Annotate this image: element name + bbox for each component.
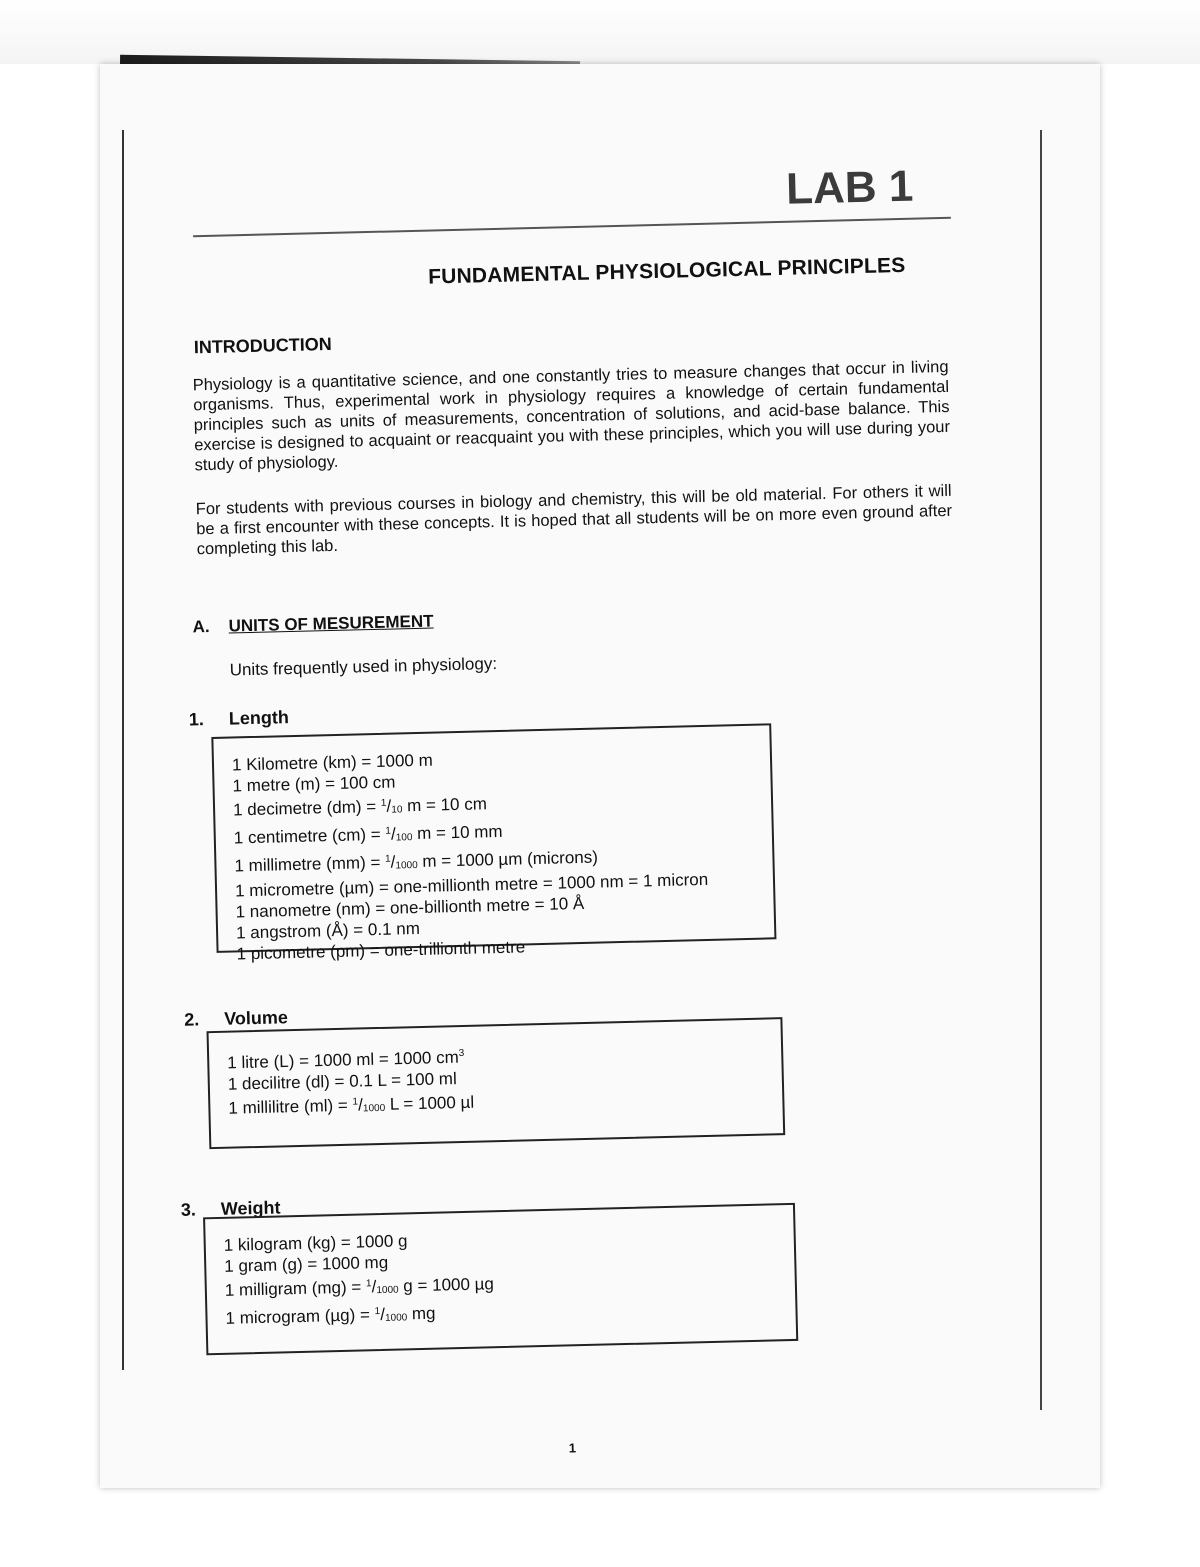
length-box xyxy=(211,723,776,964)
weight-number: 3. xyxy=(180,1199,197,1220)
length-line: 1 angstrom (Å) = 0.1 nm xyxy=(235,918,421,943)
volume-line: 1 decilitre (dl) = 0.1 L = 100 ml xyxy=(227,1068,457,1094)
weight-title: Weight xyxy=(220,1197,281,1219)
length-line: 1 Kilometre (km) = 1000 m xyxy=(231,750,433,775)
main-heading: FUNDAMENTAL PHYSIOLOGICAL PRINCIPLES xyxy=(427,253,906,289)
introduction-paragraph-1: Physiology is a quantitative science, and one constantly tries to measure changes that occur in living organisms. Thus, experimental work in physiology requires a knowledge of certain fundamental principles such as units of measurements, concentration of solutions, and acid-base balance. This exercise is designed to acquaint or reacquaint you with these principles, which you will use during your study of physiology. xyxy=(192,357,951,475)
length-title: Length xyxy=(228,707,290,729)
weight-box xyxy=(203,1203,798,1355)
weight-line: 1 microgram $(\mu g) = ^1/_{1000}$ mg xyxy=(225,1303,436,1328)
weight-line: 1 gram (g) = 1000 mg xyxy=(224,1252,389,1276)
page-number: 1 xyxy=(568,1440,577,1456)
length-line: 1 metre (m) = 100 cm xyxy=(232,772,396,796)
weight-line: 1 milligram $(mg) = ^1/_{1000}$ g = 1000 µg xyxy=(224,1274,495,1300)
length-number: 1. xyxy=(188,709,205,730)
length-line: 1 millimetre $(mm) = ^1/_{1000}$ m = 1000 µm (microns) xyxy=(234,847,599,876)
length-line: 1 nanometre (nm) = one-billionth metre = 10 Å xyxy=(235,893,585,922)
volume-line: 1 litre (L) = 1000 ml = 1000 $cm^3$ xyxy=(227,1047,465,1073)
section-letter: A. xyxy=(192,617,210,637)
section-title: UNITS OF MESUREMENT xyxy=(228,611,434,636)
section-a-heading xyxy=(192,612,433,638)
length-line: 1 picometre (pm) = one-trillionth metre xyxy=(236,937,526,964)
volume-heading xyxy=(184,1007,288,1031)
title-divider xyxy=(193,217,951,238)
volume-title: Volume xyxy=(223,1007,289,1029)
length-line: 1 centimetre $(cm) = ^1/_{100}$ m = 10 mm xyxy=(233,821,503,848)
length-heading xyxy=(189,707,289,730)
length-line: 1 micrometre (µm) = one-millionth metre = 1000 nm = 1 micron xyxy=(234,869,709,901)
lab-title: LAB 1 xyxy=(785,161,914,214)
introduction-paragraph-2: For students with previous courses in biology and chemistry, this will be old material. For others it will be a first encounter with these concepts. It is hoped that all students will be on more even ground after completing this lab. xyxy=(195,481,953,559)
length-line: 1 decimetre $(dm) = ^1/_{10}$ m = 10 cm xyxy=(232,794,488,820)
volume-box xyxy=(207,1017,786,1149)
volume-line: 1 millilitre $(ml) = ^1/_{1000}$ L = 1000 µl xyxy=(228,1092,475,1118)
weight-line: 1 kilogram (kg) = 1000 g xyxy=(223,1231,408,1255)
volume-number: 2. xyxy=(183,1009,200,1030)
introduction-heading: INTRODUCTION xyxy=(193,333,333,358)
units-intro: Units frequently used in physiology: xyxy=(229,654,498,680)
